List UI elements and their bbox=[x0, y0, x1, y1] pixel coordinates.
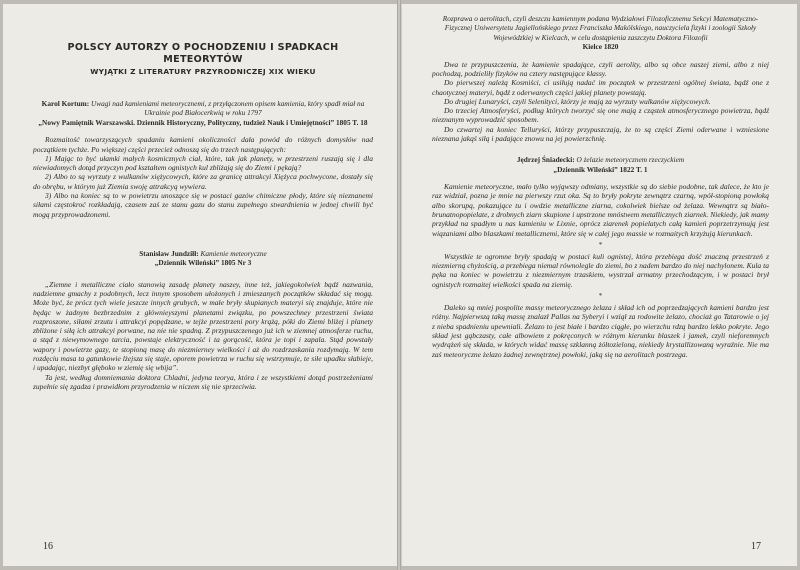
page-number: 16 bbox=[43, 541, 53, 552]
entry-author: Stanisław Jundziłł: bbox=[139, 248, 199, 258]
chapter-title: POLSCY AUTORZY O POCHODZENIU I SPADKACH METEORYTÓW bbox=[67, 42, 339, 65]
entry-title: O żelazie meteorycznem rzeczyckiem bbox=[576, 155, 685, 165]
paragraph: Do trzeciej Atmosferyści, podług których tworzyć się one mają z cząstek atmosferycznego powietrza, bądź nieznanym wyprowadzić sposobem. bbox=[432, 106, 769, 125]
paragraph: Ta jest, według domniemania doktora Chladni, jedyna teorya, która i ze wszystkiemi dotąd postrzeżeniami zupełnie się zgadza i prawidłom przyrodzenia w niczem się nie sprzeciwia. bbox=[33, 372, 373, 391]
entry-jundzill-heading bbox=[33, 249, 373, 268]
section-separator: * bbox=[598, 292, 603, 301]
paragraph: 2) Albo to są wyrzuty z wulkanów xiężycowych, które za granicę attrakcyi Xiężyca pochwycone, dostały się do obrębu, w którym już Ziemia swoję attrakcyą wywiera. bbox=[33, 172, 373, 191]
paragraph: Rozmaitość towarzyszących spadaniu kamieni okoliczności dała powód do różnych domysłów nad początkiem tychże. Po większej części przecież odnoszą się do trzech następujących: bbox=[33, 135, 373, 154]
paragraph: Do pierwszej należą Kosmiści, ci usiłują nadać im początek w przestrzeni ogólnej świata, bądź one z chaotycznej materyi, bądź z oderwanych części jakiej planety powstają. bbox=[432, 78, 769, 97]
right-page-content bbox=[432, 14, 769, 359]
entry-year: Kielce 1820 bbox=[582, 42, 619, 52]
paragraph: Do czwartej na koniec Telluryści, którzy przypuszczają, że to są części Ziemi oderwane i wzniesione nieznana jakąś siłą i padające znowu na jej powierzchnię. bbox=[432, 124, 769, 143]
paragraph: Daleko są mniej pospolite massy meteorycznego żelaza i skład ich od poprzedzających kamieni bardzo jest różny. Najpierwszą taką massę znalazł Pallas na Syberyi i wziął za rodowite żelazo, chociaż go Tatarowie o jej z nieba spadnieniu upewniali. Żelazo to jest białe i bardzo ciągłe, po wierzchu rdzą bardzo lekko pokryte. Jego skład jest gąbczasty, całe albowiem z pokręconych w różnym kierunku blaszek i jamek, czyli nieforemnych wydrążeń się składa, w których widać massę szklanną żółtozieloną, niekiedy krystallizowaną wyraźnie. Nie ma zaś meteoryczne żelazo żadnej zewnętrznej powłoki, jaką się na aerolitach postrzega. bbox=[432, 303, 769, 359]
entry-title: Uwagi nad kamieniami meteorycznemi, z przyłączonem opisem kamienia, który spadł miał na Ukrainie pod Białocerkwią w roku 1797 bbox=[90, 99, 365, 118]
paragraph: 1) Mając to być ułamki małych kosmicznych ciał, które, tak jak planety, w przestrzeni ruszają się i dla niewiadomych dotąd przyczyn pod kształtem ognistych kul zbliżają się do Ziemi i pękają? bbox=[33, 153, 373, 173]
page-number: 17 bbox=[751, 541, 761, 552]
entry-title: Kamienie meteoryczne bbox=[200, 248, 267, 258]
entry-source: „Dziennik Wileński” 1805 Nr 3 bbox=[154, 258, 252, 268]
paragraph: Wszystkie te ogromne bryły spadają w postaci kuli ognistej, która przebiega dość znaczną przestrzeń z niezmierną chyżością, a przebiega niemal równolegle do ziemi, bo z nadem bardzo do niej nachylonem. Kula ta pęka na koniec w powietrzu z niezmiernym trzaskiem, wystrzał armatny przechodzącym, i w postaci brył ognistych rozmaitej wielkości spada na ziemię. bbox=[432, 251, 769, 289]
left-page bbox=[3, 4, 398, 566]
right-page bbox=[401, 4, 797, 566]
quote-paragraph: „Ziemne i metalliczne ciało stanowią zasadę planety naszey, inne też, jakiegokolwiek bądź nazwania, nadziemne gmachy z podobnych, lecz innym sposobem ułożonych i zmieszanych początków składać się mogą. Może być, że prócz tych wiele jeszcze innych grubych, w małe bryły skupianych materyi się znajduje, które nie będąc w żadnym bezbrzednim z głównieyszymi planetami związku, po powszechney przestrzeni świata rozproszone, siłami zrzutu i attrakcyi popędzane, w tejże przestrzeni pory krążą, póki do Ziemi bliżej i planety zbliżone i siłą ich attrakcyi porwane, na nie nie spadną. Z przypuszczenego już ich w ziemnej atmosferze ruchu, a stąd z niewymownego tarcia, powstaje elektryczność i ta gorącość, która je topi i zapala. Stąd powstały wapory i powietrze gazy, te stopioną masę do niezmierney wielkości i aż do rozdrzaskania rozdymają. W tem rozdęciu masa ta gatunkowie lżejsza się staje, oporem powietrza w ruchu się wstrzymuje, te siłe upadku słabieje, i upadając, niezbyt głęboko w ziemię się wbija”. bbox=[33, 279, 373, 373]
section-separator: * bbox=[598, 240, 603, 249]
entry-makolski-heading bbox=[432, 14, 769, 52]
paragraph: Do drugiej Lunaryści, czyli Selenityci, którzy je mają za wyrzuty wulkanów xiężycowych. bbox=[444, 96, 711, 106]
entry-kortum-heading bbox=[33, 99, 373, 127]
chapter-subtitle: WYJĄTKI Z LITERATURY PRZYRODNICZEJ XIX WIEKU bbox=[90, 67, 316, 76]
entry-author: Jędrzej Śniadecki: bbox=[516, 155, 575, 165]
entry-sniadecki-heading bbox=[432, 155, 769, 174]
left-page-content bbox=[33, 42, 373, 391]
entry-author: Karol Kortum: bbox=[41, 99, 90, 108]
entry-title: Rozprawa o aerolitach, czyli deszczu kamiennym podana Wydziałowi Filozoficznemu Sekcyi Matematyczno-Fizycznej Uniwersytetu Jagiellońskiego przez Franciszka Makólskiego, nauczyciela fizyki i zoologii Szkoły Wojewódzkiej w Kielcach, w celu dostąpienia zaszczytu Doktora Filozofii bbox=[442, 14, 759, 42]
paragraph: Dwa te przypuszczenia, że kamienie spadające, czyli aerolity, albo są obce naszej ziemi, albo z niej pochodzą, podzieliły fizyków na cztery następujące klassy. bbox=[432, 59, 769, 78]
entry-source: „Nowy Pamiętnik Warszawski. Dziennik Historyczny, Polityczny, tudzież Nauk i Umiejętności” 1805 T. 18 bbox=[38, 117, 368, 127]
paragraph: Kamienie meteoryczne, mało tylko wyjąwszy odmiany, wszystkie są do siebie podobne, tak dalece, że kto je raz widział, pozna je mnie na pierwszy rzut oka. Są to bryły pokryte zewnątrz czarną, wpół-stopioną powłoką albo skorupą, pokazujące tu i owdzie metalliczne ziarna, cokolwiek bielsze od żelaza. Wewnątrz są biało-brunatnopopielate, z drobnych ziarn skupione i upstrzone mnóstwem metallicznych ziarnek. Niekiedy, jak mamy przykład na spadłym u nas kamieniu w Lixnie, oprócz ziarenek popielatych całą kamień poprzetrzymują jest wiązaniami albo blaszkami metallicznemi, które się w całej jego massie w rozmaitych krzyżują kierunkach. bbox=[432, 182, 769, 238]
paragraph: 3) Albo na koniec są to w powietrzu unoszące się w postaci gazów chimiczne płody, które się nieznanemi siłami częstokroć rozkładają, czasem zaś ze stanu gazu do stanu zupełnego stwardnienia w jednej chwili być mogą przyprowadzonemi. bbox=[33, 191, 373, 219]
entry-source: „Dziennik Wileński” 1822 T. 1 bbox=[553, 164, 648, 174]
